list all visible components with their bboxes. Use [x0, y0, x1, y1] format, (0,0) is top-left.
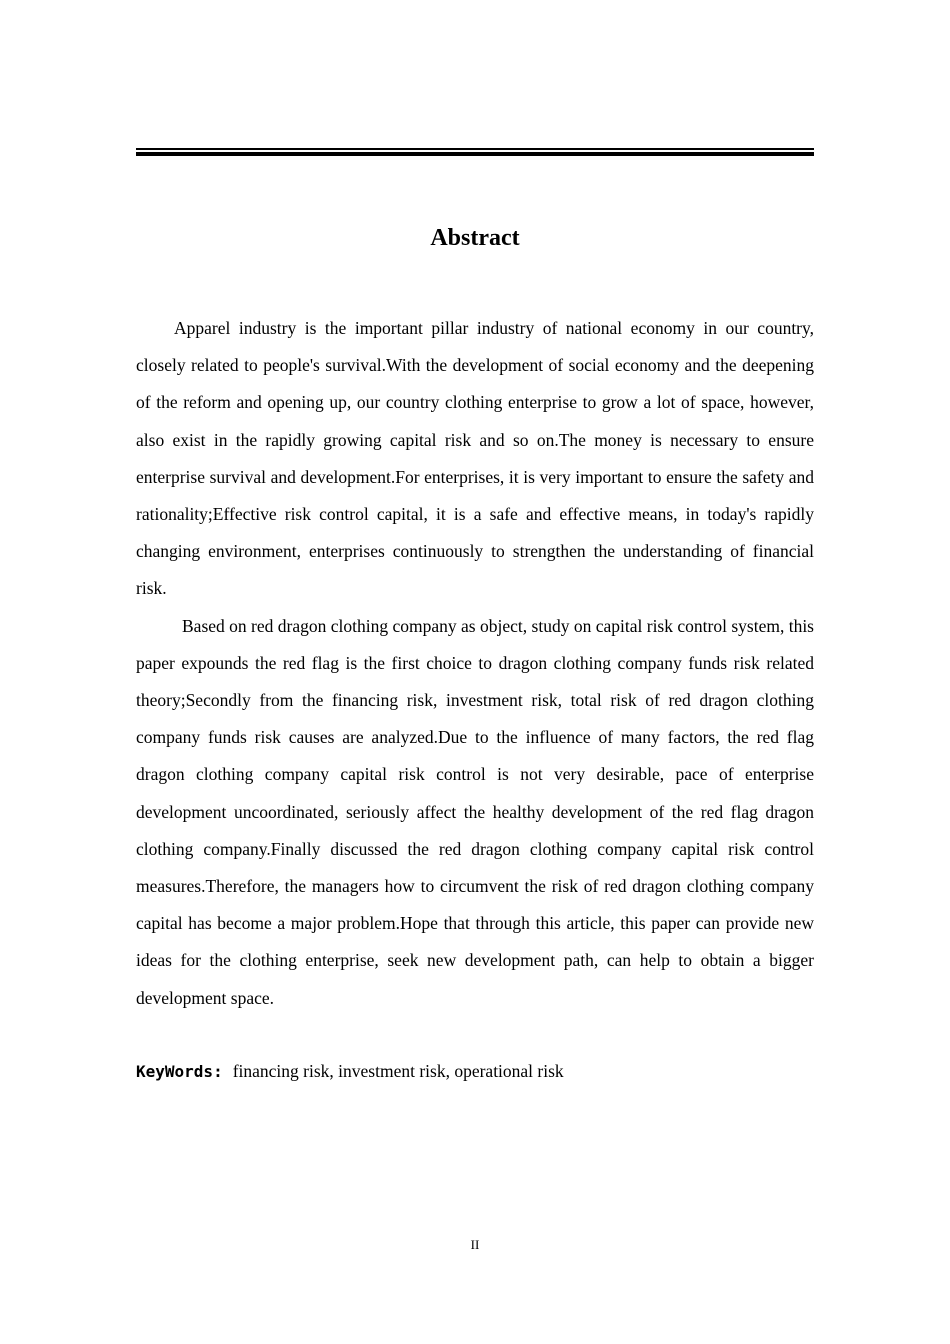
header-rule-thick-line: [136, 152, 814, 156]
abstract-paragraph-1: Apparel industry is the important pillar industry of national economy in our country, closely related to people's survival.With the development of social economy and the deepening of the reform and opening up, our country clothing enterprise to grow a lot of space, however, also exist in the rapidly growing capital risk and so on.The money is necessary to ensure enterprise survival and development.For enterprises, it is very important to ensure the safety and rationality;Effective risk control capital, it is a safe and effective means, in today's rapidly changing environment, enterprises continuously to strengthen the understanding of financial risk.: [136, 318, 814, 599]
keywords-label: KeyWords:: [136, 1062, 223, 1081]
keywords-text: financing risk, investment risk, operational risk: [232, 1061, 564, 1081]
page-title: Abstract: [430, 225, 520, 251]
abstract-paragraph-2: Based on red dragon clothing company as object, study on capital risk control system, this paper expounds the red flag is the first choice to dragon clothing company funds risk related theory;Secondly from the financing risk, investment risk, total risk of red dragon clothing company funds risk causes are analyzed.Due to the influence of many factors, the red flag dragon clothing company capital risk control is not very desirable, pace of enterprise development uncoordinated, seriously affect the healthy development of the red flag dragon clothing company.Finally discussed the red dragon clothing company capital risk control measures.Therefore, the managers how to circumvent the risk of red dragon clothing company capital has become a major problem.Hope that through this article, this paper can provide new ideas for the clothing enterprise, seek new development path, can help to obtain a bigger development space.: [136, 615, 814, 1008]
page-number: II: [470, 1237, 480, 1252]
keywords-line: [136, 1058, 814, 1085]
header-rule: [136, 148, 814, 156]
abstract-body: [136, 310, 814, 1017]
